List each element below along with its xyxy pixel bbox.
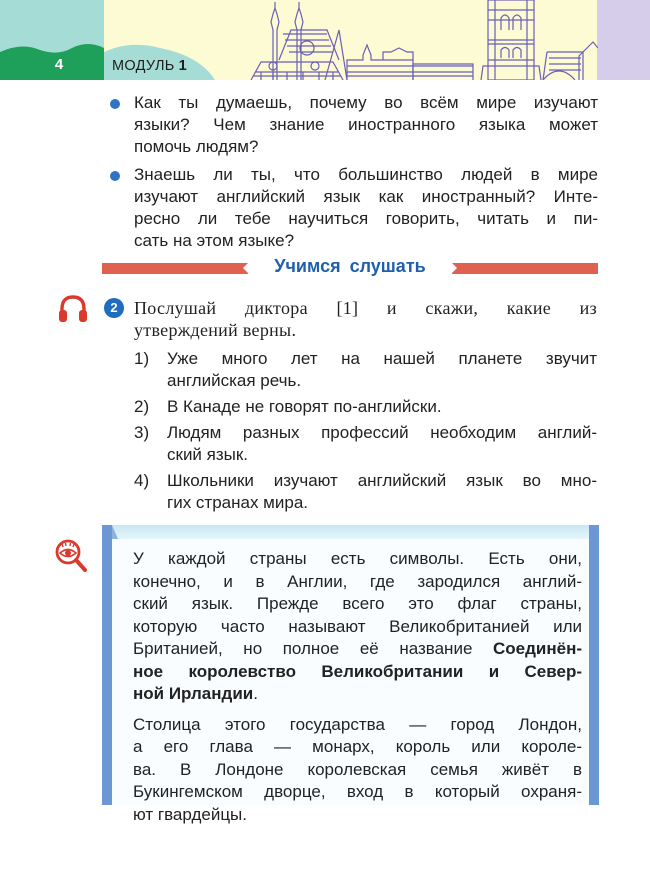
info-paragraph xyxy=(133,548,582,706)
country-full-name: ной Ирландии xyxy=(133,684,254,703)
header-lilac-block xyxy=(597,0,650,80)
question-line: языки? Чем знание иностранного языка может xyxy=(134,115,598,134)
info-line: ва. В Лондоне королевская семья живёт в xyxy=(133,759,582,779)
exercise-instruction xyxy=(134,297,597,341)
info-line: конечно, и в Англии, где зародился англий- xyxy=(133,571,582,591)
info-box-right-border xyxy=(589,525,599,805)
info-paragraph xyxy=(133,714,582,827)
info-line: ют гвардейцы. xyxy=(133,804,247,824)
exercise-number-badge: 2 xyxy=(104,298,124,318)
statement-number: 3) xyxy=(134,423,150,442)
info-box-left-border xyxy=(102,525,112,805)
statement-item xyxy=(134,470,597,514)
info-line xyxy=(133,661,582,684)
headphones-icon[interactable] xyxy=(58,295,88,323)
discussion-questions xyxy=(108,92,598,258)
page-header xyxy=(0,0,650,80)
eye-search-icon xyxy=(54,538,88,574)
info-line xyxy=(133,638,582,661)
question-item xyxy=(108,92,598,158)
question-line: Знаешь ли ты, что большинство людей в мире xyxy=(134,165,598,184)
question-line: сать на этом языке? xyxy=(134,231,295,250)
statement-line: Людям разных профессий необходим англий- xyxy=(167,423,597,442)
info-line: ский язык. Прежде всего это флаг страны, xyxy=(133,594,582,613)
module-label xyxy=(112,58,187,74)
info-line: а его глава — монарх, король или короле- xyxy=(133,737,582,756)
question-line: Как ты думаешь, почему во всём мире изучают xyxy=(134,93,598,112)
statement-number: 4) xyxy=(134,471,150,490)
info-box-text xyxy=(133,548,582,834)
module-label-text: МОДУЛЬ xyxy=(112,58,175,74)
question-item xyxy=(108,164,598,252)
section-heading-ribbon xyxy=(102,256,598,280)
question-line: изучают английский язык как иностранный? Инте- xyxy=(134,187,598,206)
page-number: 4 xyxy=(54,56,64,73)
statement-line: Школьники изучают английский язык во мно- xyxy=(167,471,597,490)
statement-list xyxy=(134,348,597,518)
statement-item xyxy=(134,348,597,392)
bullet-icon xyxy=(110,99,120,109)
statement-line: В Канаде не говорят по-английски. xyxy=(167,397,442,416)
statement-number: 2) xyxy=(134,397,150,416)
instruction-line: Послушай диктора [1] и скажи, какие из xyxy=(134,298,597,318)
section-title: Учимся слушать xyxy=(274,256,426,276)
country-full-name: ное королевство Великобритании и Север- xyxy=(133,661,582,681)
bullet-icon xyxy=(110,171,120,181)
instruction-line: утверждений верны. xyxy=(134,320,297,340)
statement-line: ский язык. xyxy=(167,445,249,464)
statement-line: Уже много лет на нашей планете звучит xyxy=(167,349,597,368)
statement-line: английская речь. xyxy=(167,371,302,390)
statement-item xyxy=(134,396,597,418)
info-line: Букингемском дворце, вход в который охраня- xyxy=(133,782,582,801)
info-line xyxy=(133,683,582,706)
statement-item xyxy=(134,422,597,466)
statement-line: гих странах мира. xyxy=(167,493,308,512)
info-box-top-border xyxy=(102,525,599,539)
statement-number: 1) xyxy=(134,349,150,368)
question-line: ресно ли тебе научиться говорить, читать и пи- xyxy=(134,209,598,228)
info-line: которую часто называют Великобританией или xyxy=(133,616,582,636)
country-full-name: Соединён- xyxy=(492,639,582,658)
info-line: Столица этого государства — город Лондон, xyxy=(133,714,582,734)
question-line: помочь людям? xyxy=(134,137,259,156)
module-number: 1 xyxy=(178,58,187,74)
london-skyline-illustration xyxy=(243,0,598,80)
info-line: У каждой страны есть символы. Есть они, xyxy=(133,549,582,568)
info-text: . xyxy=(253,684,258,703)
info-text: Британией, но полное её название xyxy=(133,639,493,658)
